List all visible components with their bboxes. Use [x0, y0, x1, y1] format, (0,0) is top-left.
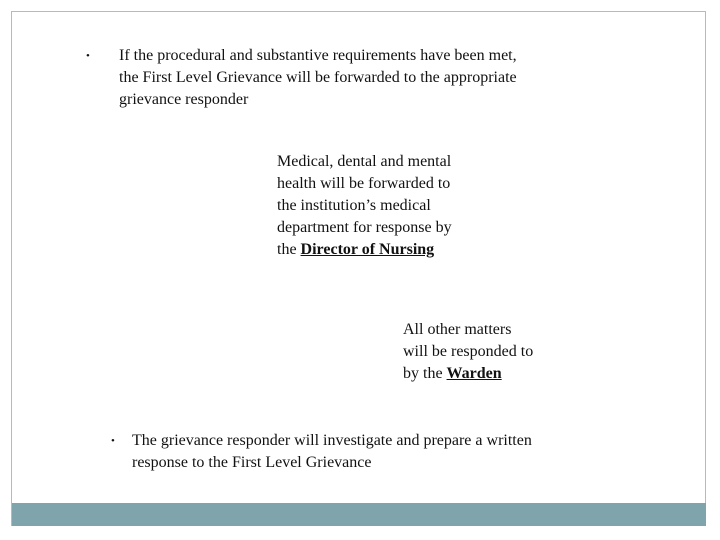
- medical-line-4: department for response by: [277, 219, 452, 236]
- bullet-2-line-2: response to the First Level Grievance: [132, 454, 372, 471]
- bullet-marker-1: •: [86, 50, 90, 62]
- bullet-2-line-1: The grievance responder will investigate and prepare a written: [132, 432, 532, 449]
- other-line-1: All other matters: [403, 321, 512, 338]
- director-of-nursing-emphasis: Director of Nursing: [300, 241, 435, 258]
- medical-line-3: the institution’s medical: [277, 197, 431, 214]
- medical-line-2: health will be forwarded to: [277, 175, 451, 192]
- other-matters-paragraph: [403, 319, 533, 385]
- other-line-3: [403, 363, 533, 385]
- bullet-2-text: [132, 430, 532, 474]
- bullet-1-text: [119, 45, 517, 111]
- bullet-1-line-2: the First Level Grievance will be forwarded to the appropriate: [119, 69, 517, 86]
- other-line-2: will be responded to: [403, 343, 534, 360]
- footer-bar: [12, 503, 706, 526]
- medical-paragraph: [277, 151, 452, 261]
- medical-line-1: Medical, dental and mental: [277, 153, 452, 170]
- bullet-marker-2: •: [111, 435, 115, 447]
- other-line-3-prefix: by the: [403, 365, 447, 382]
- medical-line-5-prefix: the: [277, 241, 301, 258]
- warden-emphasis: Warden: [446, 365, 502, 382]
- bullet-1-line-1: If the procedural and substantive requirements have been met,: [119, 47, 517, 64]
- medical-line-5: [277, 239, 452, 261]
- bullet-1-line-3: grievance responder: [119, 91, 249, 108]
